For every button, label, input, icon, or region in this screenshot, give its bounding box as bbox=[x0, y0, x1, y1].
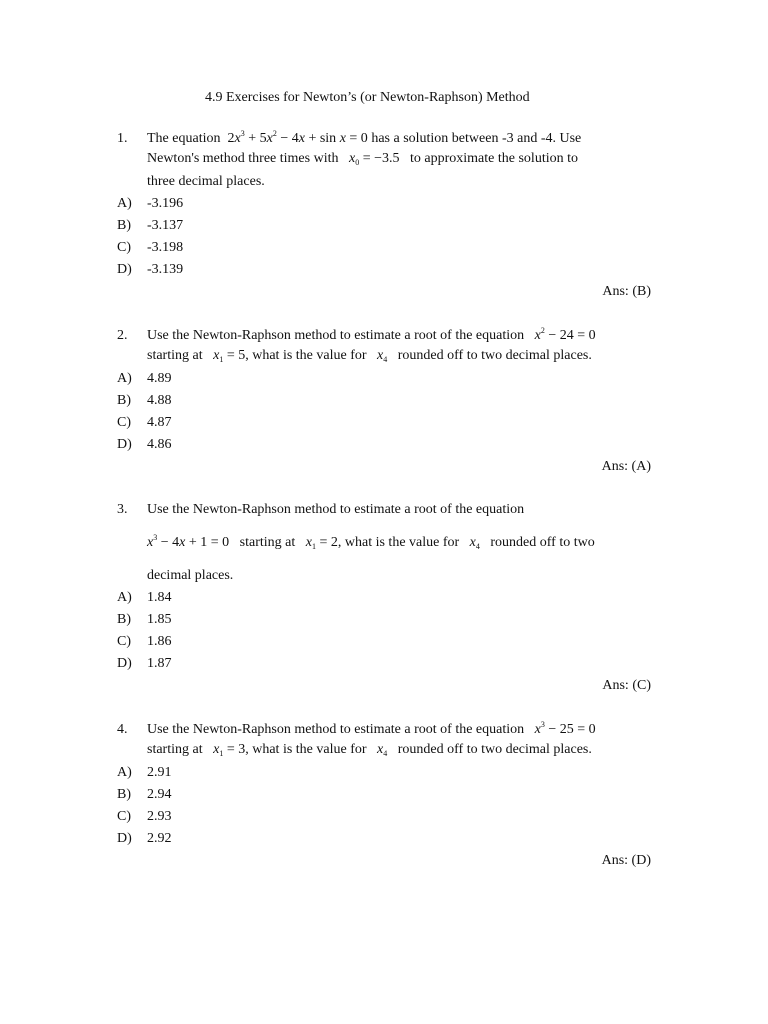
target-variable: $x_4$ bbox=[377, 348, 388, 364]
target-variable: $x_4$ bbox=[377, 742, 388, 758]
answer: Ans: (A) bbox=[601, 459, 651, 474]
option-letter: B) bbox=[117, 218, 131, 233]
option-value: 2.91 bbox=[147, 765, 172, 780]
option-letter: D) bbox=[117, 831, 132, 846]
option-value: 4.88 bbox=[147, 393, 172, 408]
equation: $x^3 - 25 = 0$ bbox=[534, 720, 596, 737]
option-value: 2.92 bbox=[147, 831, 172, 846]
answer: Ans: (B) bbox=[602, 284, 651, 299]
question-text-line: Use the Newton-Raphson method to estimate a root of the equation bbox=[147, 502, 525, 517]
equation: $2x^3 + 5x^2 - 4x + \sin x = 0$ bbox=[227, 129, 368, 146]
option-letter: C) bbox=[117, 240, 131, 255]
option-value: -3.137 bbox=[147, 218, 184, 233]
option-value: 1.85 bbox=[147, 612, 172, 627]
option-letter: C) bbox=[117, 809, 131, 824]
question-text-line: Newton's method three times with $x_0 = -3.5$ to approximate the solution to bbox=[147, 151, 578, 167]
question-text-line: three decimal places. bbox=[147, 174, 265, 189]
option-letter: A) bbox=[117, 196, 132, 211]
option-letter: C) bbox=[117, 634, 131, 649]
initial-value: $x_1 = 5$ bbox=[213, 348, 246, 364]
answer: Ans: (C) bbox=[602, 678, 651, 693]
question-text-line: decimal places. bbox=[147, 568, 234, 583]
option-letter: B) bbox=[117, 393, 131, 408]
question-text-line: Use the Newton-Raphson method to estimate a root of the equation $x^2 - 24 = 0$ bbox=[147, 326, 596, 343]
question-text-line: starting at $x_1 = 3$, what is the value for $x_4$ rounded off to two decimal places. bbox=[147, 742, 592, 758]
option-letter: D) bbox=[117, 437, 132, 452]
equation: $x^3 - 4x + 1 = 0$ bbox=[147, 533, 230, 550]
option-value: 4.86 bbox=[147, 437, 172, 452]
question-text-line: The equation $2x^3 + 5x^2 - 4x + \sin x = 0$ has a solution between -3 and -4. Use bbox=[147, 129, 582, 146]
question-text-line: $x^3 - 4x + 1 = 0$ starting at $x_1 = 2$, what is the value for $x_4$ rounded off to two bbox=[147, 533, 595, 551]
option-letter: B) bbox=[117, 612, 131, 627]
question-text-line: Use the Newton-Raphson method to estimate a root of the equation $x^3 - 25 = 0$ bbox=[147, 720, 596, 737]
option-letter: A) bbox=[117, 765, 132, 780]
option-value: 1.84 bbox=[147, 590, 172, 605]
option-letter: D) bbox=[117, 262, 132, 277]
question-text-line: starting at $x_1 = 5$, what is the value for $x_4$ rounded off to two decimal places. bbox=[147, 348, 592, 364]
question-number: 1. bbox=[117, 131, 128, 146]
target-variable: $x_4$ bbox=[469, 535, 480, 551]
initial-value: $x_1 = 2$ bbox=[305, 535, 338, 551]
option-value: 2.93 bbox=[147, 809, 172, 824]
question-number: 4. bbox=[117, 722, 128, 737]
option-letter: C) bbox=[117, 415, 131, 430]
initial-value: $x_1 = 3$ bbox=[213, 742, 246, 758]
equation: $x^2 - 24 = 0$ bbox=[534, 326, 596, 343]
option-value: 4.87 bbox=[147, 415, 172, 430]
question-number: 3. bbox=[117, 502, 128, 517]
option-letter: A) bbox=[117, 371, 132, 386]
page-title: 4.9 Exercises for Newton’s (or Newton-Raphson) Method bbox=[205, 90, 530, 105]
option-value: 4.89 bbox=[147, 371, 172, 386]
option-value: 1.87 bbox=[147, 656, 172, 671]
option-letter: A) bbox=[117, 590, 132, 605]
initial-value: $x_0 = -3.5$ bbox=[349, 151, 400, 167]
option-letter: B) bbox=[117, 787, 131, 802]
answer: Ans: (D) bbox=[601, 853, 651, 868]
option-value: -3.198 bbox=[147, 240, 184, 255]
option-value: 1.86 bbox=[147, 634, 172, 649]
option-value: 2.94 bbox=[147, 787, 172, 802]
option-value: -3.139 bbox=[147, 262, 184, 277]
option-letter: D) bbox=[117, 656, 132, 671]
question-number: 2. bbox=[117, 328, 128, 343]
option-value: -3.196 bbox=[147, 196, 184, 211]
